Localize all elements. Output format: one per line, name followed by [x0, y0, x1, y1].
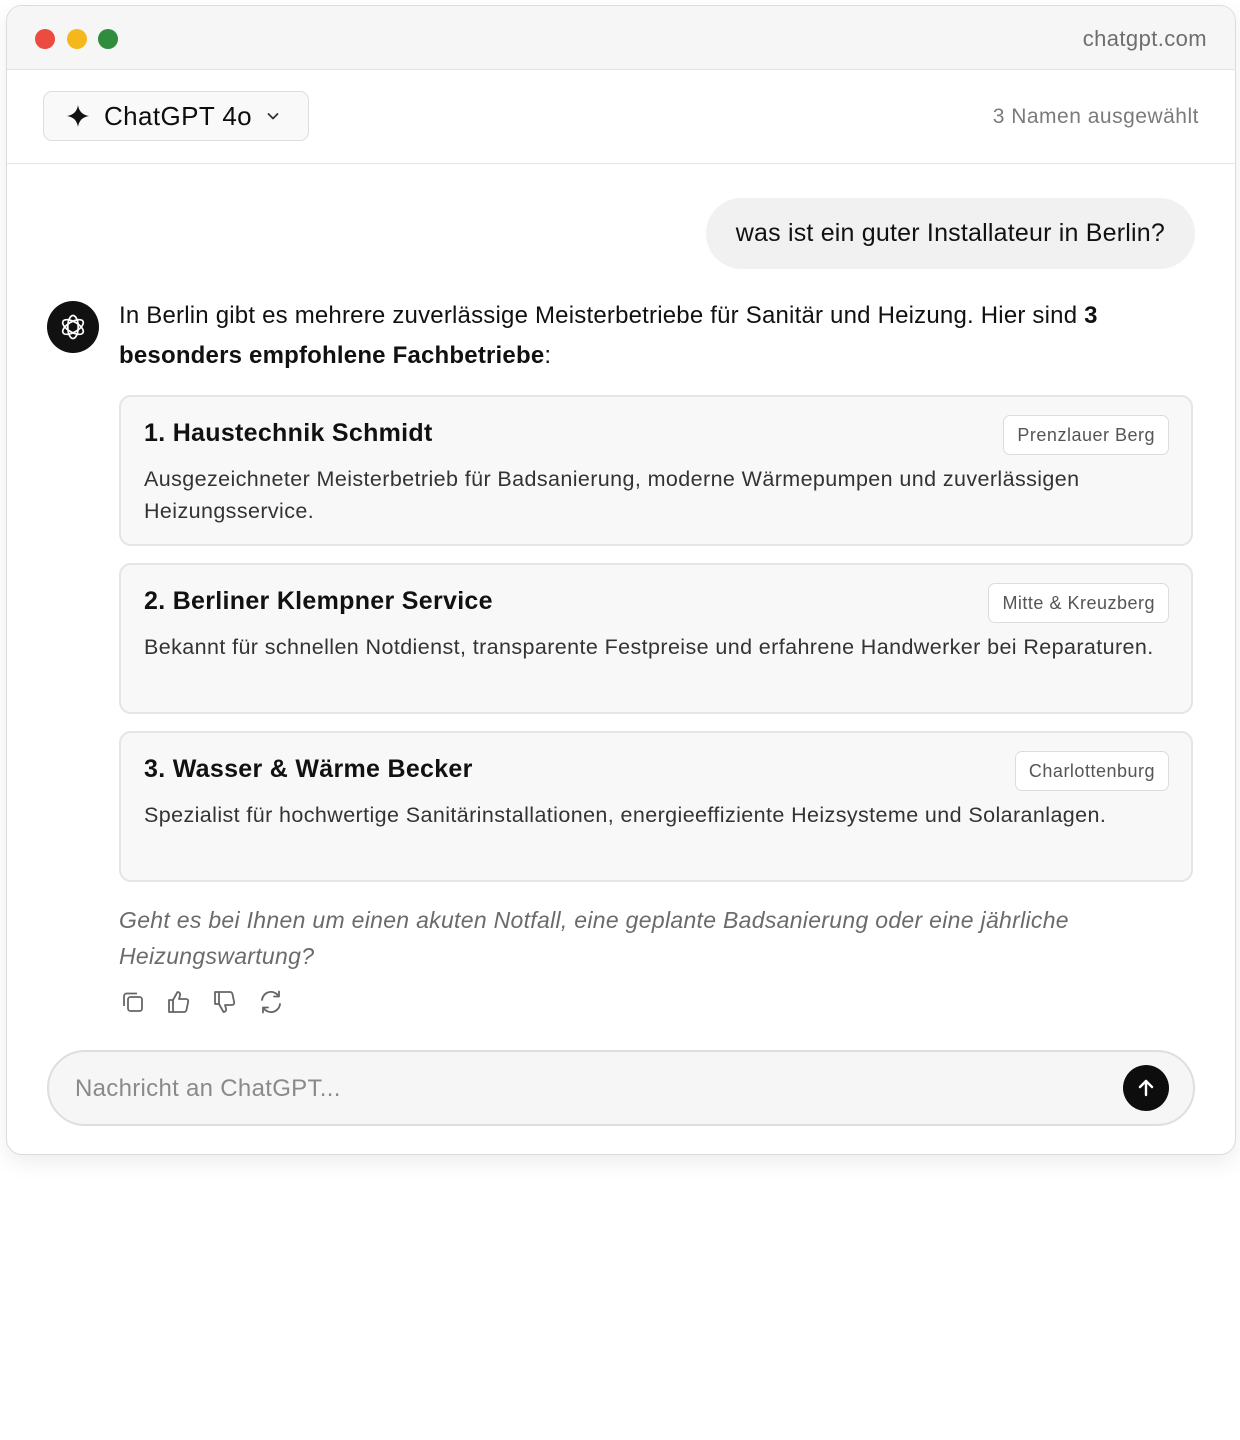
card-description: Spezialist für hochwertige Sanitärinstallationen, energieeffiziente Heizsysteme und Solaranlagen. — [144, 803, 1107, 827]
copy-icon[interactable] — [119, 988, 149, 1018]
district-tag: Charlottenburg — [1015, 751, 1169, 791]
model-selector-button[interactable] — [43, 91, 309, 141]
card-description: Bekannt für schnellen Notdienst, transparente Festpreise und erfahrene Handwerker bei Reparaturen. — [144, 635, 1154, 659]
intro-bold-text: 3 besonders empfohlene Fachbetriebe — [119, 302, 1098, 369]
message-composer — [47, 1050, 1195, 1126]
thumbs-up-icon[interactable] — [165, 988, 195, 1018]
title-bar — [7, 6, 1235, 70]
browser-window — [6, 5, 1236, 1155]
recommendation-card — [119, 563, 1193, 714]
district-tag: Prenzlauer Berg — [1003, 415, 1169, 455]
thumbs-down-icon[interactable] — [211, 988, 241, 1018]
minimize-window-button[interactable] — [67, 29, 87, 49]
card-title: 3. Wasser & Wärme Becker — [144, 755, 473, 783]
url-text[interactable]: chatgpt.com — [1082, 26, 1207, 51]
maximize-window-button[interactable] — [98, 29, 118, 49]
recommendation-card — [119, 731, 1193, 882]
intro-end: : — [544, 342, 552, 369]
chat-header — [7, 70, 1235, 164]
model-label: ChatGPT 4o — [104, 100, 253, 131]
recommendation-card — [119, 395, 1193, 546]
followup-question: Geht es bei Ihnen um einen akuten Notfall, eine geplante Badsanierung oder eine jährliche Heizungswartung? — [119, 907, 1069, 969]
assistant-avatar — [47, 301, 99, 353]
arrow-up-icon — [1135, 1077, 1157, 1099]
card-description: Ausgezeichneter Meisterbetrieb für Badsanierung, moderne Wärmepumpen und zuverlässigen Heizungsservice. — [144, 467, 1080, 523]
user-message-text: was ist ein guter Installateur in Berlin? — [735, 219, 1165, 247]
send-button[interactable] — [1123, 1065, 1169, 1111]
close-window-button[interactable] — [35, 29, 55, 49]
card-title: 2. Berliner Klempner Service — [144, 587, 493, 615]
assistant-intro — [119, 296, 1199, 376]
message-input[interactable] — [73, 1068, 1077, 1110]
district-tag: Mitte & Kreuzberg — [988, 583, 1169, 623]
chevron-down-icon — [266, 109, 280, 123]
sparkle-icon — [66, 104, 90, 128]
regenerate-icon[interactable] — [257, 988, 287, 1018]
card-title: 1. Haustechnik Schmidt — [144, 419, 433, 447]
openai-logo-icon — [58, 312, 88, 342]
intro-text: In Berlin gibt es mehrere zuverlässige Meisterbetriebe für Sanitär und Heizung. Hier sind — [119, 302, 1085, 329]
selection-status: 3 Namen ausgewählt — [992, 105, 1199, 128]
user-message-bubble — [706, 198, 1195, 269]
